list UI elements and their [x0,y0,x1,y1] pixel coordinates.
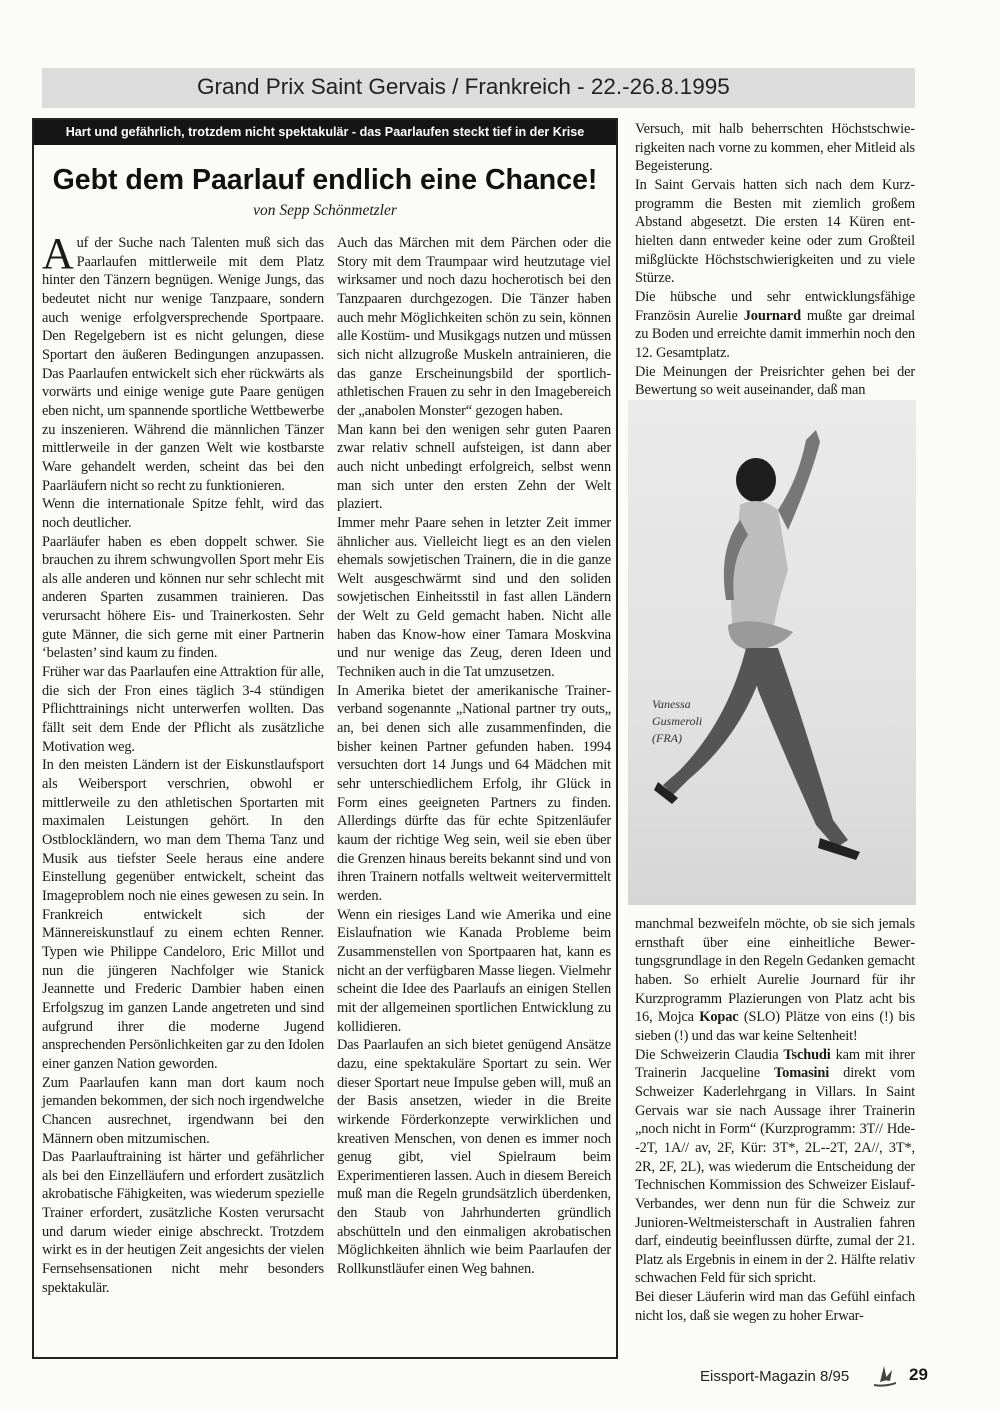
page-number: 29 [909,1365,928,1384]
article-box [32,118,618,1359]
paragraph: Wenn ein riesiges Land wie Amerika und eine Eislaufnation wie Kanada Probleme beim Zusammenstellen von Sportpaaren hat, kann es nicht an der verfügbaren Masse liegen. Vielmehr scheint die Idee des Paarlaufs an einigen Stellen mit der allgemeinen sportlichen Entwicklung zu kollidieren. [337,906,611,1035]
caption-line: (FRA) [652,731,682,745]
article-headline: Gebt dem Paarlauf endlich eine Chance! [52,164,598,196]
bold-name: Tomasini [774,1065,830,1082]
paragraph: In den meisten Ländern ist der Eiskunstlaufsport als Weibersport verschrien, obwohl er mittlerweile zu den athletischen Sportarten mit maximalen Leistungen gehört. In den Ostblockländern, wo man dem Thema Tanz und Musik aus tiefster Seele heraus eine andere Einstellung gegenüber entwickelt, scheint das Imageproblem noch nie eines gewesen zu sein. In Frankreich entwickelt sich der Männereiskunstlauf zu einem echten Renner. Typen wie Philippe Candeloro, Eric Millot und nun die jüngeren Nachfolger wie Stanick Jeannette und Frederic Dambier haben einen Erfolgszug im ganzen Lande angetreten und sind aufgrund ihrer die moderne Jugend ansprechenden Persönlichkeiten gar zu den Idolen einer ganzen Nation geworden. [42,757,324,1072]
paragraph: Die Meinungen der Preisrichter gehen bei der Bewertung so weit auseinander, daß man [635,363,915,399]
paragraph: Das Paarlaufen an sich bietet genügend Ansätze dazu, eine spektakuläre Sportart zu sein. Wer dieser Sportart neue Impulse geben will, muß an der Basis ansetzen, wieder in die Breite wirkende Förderkonzepte verwirklichen und kreativen Menschen, von denen es immer noch genug gibt, viel Spielraum beim Experimentieren lassen. Auch in diesem Bereich muß man die Regeln grundsätzlich überdenken, den Staub von Jahrhunderten gründlich abschütteln und den einmaligen akrobatischen Möglichkeiten ähnlich wie beim Paarlaufen der Rollkunstläufer einen Weg bahnen. [337,1037,611,1278]
paragraph: uf der Suche nach Talenten muß sich das Paarlaufen mittlerweile mit dem Platz hinter den Tänzern begnügen. Wenige Jungs, das bedeutet nicht nur wenige Tanzpaare, sondern auch wenige erfolgversprechende Sportpaare. Den Regelgebern ist es nicht gelungen, diese Sportart den äußeren Bedingungen anzupassen. Das Paarlaufen entwickelt sich eher rückwärts als vorwärts und einige wenige gute Paare genügen eben nicht, um spannende sportliche Wettbewerbe zu inszenieren. Während die männlichen Tänzer mittlerweile in der ganzen Welt wie kostbarste Ware gehandelt werden, scheint das bei den Paarläufern nicht so recht zu funktionieren. [42,235,324,494]
sidebar-column-top [635,120,915,400]
paragraph: Auch das Märchen mit dem Pärchen oder die Story mit dem Traumpaar wird heutzutage viel wirksamer und noch dazu hocherotisch bei den Tanzpaaren durchgezogen. Die Tänzer haben auch mehr Möglichkeiten schön zu sein, können alle Kostüm- und Musikgags nutzen und müssen sich nicht allzugroße Muskeln antrainieren, die das ganze Erscheinungsbild der sportlich-athletischen Frauen zu sehr in den Imagebereich der „anabolen Monster“ gezogen haben. [337,235,611,419]
sidebar-column-bottom [635,915,915,1325]
paragraph: Die Schweizerin Claudia Tschudi kam mit ihrer Trainerin Jacqueline Tomasini direkt vom Schweizer Kaderlehrgang in Villars. In Saint Gervais war sie nach Aussage ihrer Trainerin „noch nicht in Form“ (Kurzprogramm: 3T// Hde--2T, 1A// av, 2F, Kür: 3T*, 2L--2T, 2A//, 3T*, 2R, 2F, 2L), was wiederum die Entscheidung der Technischen Kommission des Schweizer Eislauf-Verbandes, wer denn nun für die Schweiz zur Junioren-Weltmeisterschaft in Australien fahren darf, eindeutig beeinflussen dürfte, zumal der 21. Platz als Ergebnis in einem in der 2. Hälfte relativ schwachen Feld für sich spricht. [635,1046,916,1287]
bold-name: Tschudi [783,1046,831,1063]
caption-line: Vanessa [652,697,691,711]
magazine-name: Eissport-Magazin 8/95 [700,1368,850,1385]
column-paragraphs [42,229,324,1297]
paragraph: Paarläufer haben es eben doppelt schwer. Sie brauchen zu ihrem schwungvollen Sport mehr Eis als alle anderen und können nur sehr schlecht mit anderen Sparten zusammen trainieren. Das verursacht höhere Eis- und Trainerkosten. Sehr gute Männer, die sich gerne mit einer Partnerin ‘belasten’ sind kaum zu finden. [42,533,324,662]
paragraph: In Amerika bietet der amerikanische Trainerverband sogenannte „National partner try outs„ an, bei denen sich alle zusammenfinden, die bisher keinen Partner gefunden haben. 1994 versuchten dort 14 Jungs und 64 Mädchen mit sehr unterschiedlichem Erfolg, ihr Glück in Form eines geeigneten Partners zu finden. Allerdings dürfte das für echte Spitzenläufer kaum der richtige Weg sein, weil sie eben über die Grenzen hinaus bereits bekannt sind und von ihren Trainern notfalls weltweit weitervermittelt werden. [337,682,611,904]
bold-name: Kopac [699,1009,739,1026]
paragraph: Früher war das Paarlaufen eine Attraktion für alle, die sich der Fron eines täglich 3-4 stündigen Pflichttrainings nicht unterwerfen wollten. Das fällt seit dem Ende der Pflicht als zusätzliche Motivation weg. [42,664,324,755]
article-kicker: Hart und gefährlich, trotzdem nicht spektakulär - das Paarlaufen steckt tief in der Krise [34,120,616,145]
paragraph: Das Paarlauftraining ist härter und gefährlicher als bei den Einzelläufern und erfordert zusätzlich akrobatische Fähigkeiten, was wiederum spezielle Trainer erfordert, zusätzliche Kosten verursacht und darum wieder einige abschreckt. Trotzdem wirkt es in der heutigen Zeit angesichts der vielen Fernsehsensationen nicht mehr besonders spektakulär. [42,1149,324,1296]
paragraph: In Saint Gervais hatten sich nach dem Kurzprogramm die Besten mit ziemlich großem Abstand abgesetzt. Die ersten 14 Küren enthielten dann entweder keine oder zum Großteil mißglückte Höchstschwierigkeiten und zu viele Stürze. [635,176,915,287]
paragraph: Bei dieser Läuferin wird man das Gefühl einfach nicht los, daß sie wegen zu hoher Erwar- [635,1289,915,1324]
caption-line: Gusmeroli [652,714,703,728]
drop-cap: A [42,229,74,278]
paragraph: Zum Paarlaufen kann man dort kaum noch jemanden bekommen, der sich noch irgendwelche Chancen ausrechnet, irgendwann bei den Männern oben mitzumischen. [42,1074,324,1147]
paragraph: Man kann bei den wenigen sehr guten Paaren zwar relativ schnell aufsteigen, ist dann aber auch nicht unbedingt erfolgreich, selbst wenn man sich unter den ersten Zehn der Welt plaziert. [337,421,611,513]
skater-photo [628,400,916,905]
article-column-1 [42,229,324,1297]
skater-figure-icon [628,400,916,905]
section-title: Grand Prix Saint Gervais / Frankreich - 22.-26.8.1995 [197,74,730,99]
bold-name: Journard [743,307,801,324]
article-column-2 [337,234,611,1279]
magazine-logo-icon [870,1362,900,1388]
photo-caption [652,696,702,747]
paragraph: Die hübsche und sehr entwicklungsfähige Französin Aurelie Journard mußte gar dreimal zu Boden und erreichte damit immerhin noch den 12. Gesamtplatz. [635,288,916,361]
article-byline: von Sepp Schönmetzler [253,202,397,219]
paragraph: manchmal bezweifeln möchte, ob sie sich jemals ernsthaft über eine einheitliche Bewertungsgrundlage in den Regeln Gedanken gemacht haben. So erhielt Aurelie Journard für ihr Kurzprogramm Plazierungen von Platz acht bis 16, Mojca Kopac (SLO) Plätze von eins (!) bis sieben (!) und das war keine Seltenheit! [635,916,915,1044]
paragraph: Versuch, mit halb beherrschten Höchstschwierigkeiten nach vorne zu kommen, eher Mitleid als Begeisterung. [635,121,915,175]
paragraph: Wenn die internationale Spitze fehlt, wird das noch deutlicher. [42,496,324,531]
paragraph: Immer mehr Paare sehen in letzter Zeit immer ähnlicher aus. Vielleicht liegt es an den vielen ehemals sowjetischen Trainern, die in die ganze Welt ausgeschwärmt sind und den soliden sowjetischen Einheitsstil in fast allen Ländern der Welt zu Geld gemacht haben. Nicht alle haben das Know-how einer Tamara Moskvina und nur wenige das Zeug, deren Ideen und Techniken auch in die Tat umzusetzen. [337,514,611,681]
section-header [42,68,915,108]
